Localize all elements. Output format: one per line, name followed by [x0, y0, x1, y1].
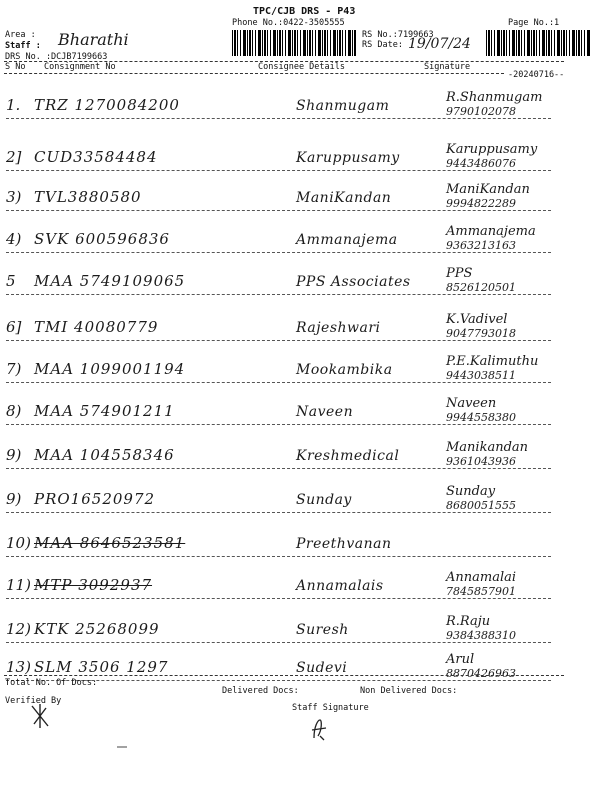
receiver-phone: 9384388310	[446, 629, 516, 642]
consignee-name: Annamalais	[296, 578, 384, 594]
staff-name-handwritten: Bharathi	[58, 30, 129, 49]
delivery-row	[6, 224, 596, 260]
receiver-phone: 9047793018	[446, 327, 516, 340]
signature-scrawl: Naveen	[446, 396, 497, 411]
signature-scrawl: ManiKandan	[446, 182, 530, 197]
phone-number: Phone No.:0422-3505555	[232, 18, 345, 28]
delivery-row	[6, 614, 596, 650]
consignee-name: Kreshmedical	[296, 448, 400, 464]
row-number: 4)	[6, 230, 22, 248]
row-number: 9)	[6, 446, 22, 464]
row-number: 3)	[6, 188, 22, 206]
row-underline	[6, 252, 551, 253]
row-underline	[6, 294, 551, 295]
consignee-name: ManiKandan	[296, 190, 392, 206]
receiver-phone: 9790102078	[446, 105, 516, 118]
rs-date-label: RS Date:	[362, 40, 403, 50]
delivery-row	[6, 570, 596, 606]
verifier-signature-mark	[28, 702, 52, 730]
non-delivered-docs-label: Non Delivered Docs:	[360, 686, 458, 696]
consignment-number: MAA 104558346	[34, 446, 175, 464]
consignee-name: Suresh	[296, 622, 349, 638]
row-number: 9)	[6, 490, 22, 508]
delivery-row	[6, 90, 596, 126]
staff-signature-mark	[308, 716, 330, 742]
total-docs-label: Total No. Of Docs:	[5, 678, 98, 688]
rs-date-handwritten: 19/07/24	[408, 36, 471, 52]
signature-scrawl: K.Vadivel	[446, 312, 508, 327]
signature-scrawl: Annamalai	[446, 570, 517, 585]
stray-mark	[116, 744, 128, 750]
signature-scrawl: R.Raju	[446, 614, 491, 629]
delivery-row	[6, 142, 596, 178]
receiver-phone: 9361043936	[446, 455, 516, 468]
signature-scrawl: Karuppusamy	[446, 142, 538, 157]
staff-label: Staff :	[5, 41, 41, 51]
receiver-phone: 9363213163	[446, 239, 516, 252]
consignee-name: PPS Associates	[296, 274, 411, 290]
col-consignment: Consignment No	[44, 62, 116, 72]
row-underline	[6, 118, 551, 119]
col-sno: S No	[5, 62, 26, 72]
verified-by-label: Verified By	[5, 696, 62, 706]
consignee-name: Sunday	[296, 492, 352, 508]
receiver-phone: 8870426963	[446, 667, 516, 680]
row-number: 12)	[6, 620, 31, 638]
col-consignee: Consignee Details	[258, 62, 345, 72]
consignment-number: PRO16520972	[34, 490, 156, 508]
receiver-signature	[446, 484, 596, 512]
page-number: Page No.:1	[508, 18, 560, 28]
consignment-number: MTP 3092937	[34, 576, 153, 594]
drs-number: DRS No. :DCJB7199663	[5, 52, 108, 62]
signature-scrawl: Sunday	[446, 484, 496, 499]
consignee-name: Preethvanan	[296, 536, 392, 552]
row-underline	[6, 340, 551, 341]
row-number: 6]	[6, 318, 22, 336]
row-underline	[6, 170, 551, 171]
row-number: 8)	[6, 402, 22, 420]
delivery-row	[6, 354, 596, 390]
barcode-left	[232, 30, 356, 56]
row-underline	[6, 556, 551, 557]
receiver-phone: 9994822289	[446, 197, 516, 210]
signature-scrawl: Ammanajema	[446, 224, 536, 239]
delivery-row	[6, 396, 596, 432]
delivered-docs-label: Delivered Docs:	[222, 686, 299, 696]
footer-divider	[4, 675, 564, 676]
receiver-signature	[446, 224, 596, 252]
signature-scrawl: Manikandan	[446, 440, 529, 455]
consignment-number: TMI 40080779	[34, 318, 159, 336]
consignee-name: Shanmugam	[296, 98, 390, 114]
row-number: 1.	[6, 96, 21, 114]
receiver-signature	[446, 312, 596, 340]
consignment-number: KTK 25268099	[34, 620, 160, 638]
row-underline	[6, 642, 551, 643]
row-underline	[6, 382, 551, 383]
row-number: 2]	[6, 148, 22, 166]
staff-signature-label: Staff Signature	[292, 703, 369, 713]
signature-scrawl: Arul	[446, 652, 475, 667]
consignment-number: CUD33584484	[34, 148, 158, 166]
consignee-name: Karuppusamy	[296, 150, 400, 166]
row-underline	[6, 512, 551, 513]
receiver-phone: 9443038511	[446, 369, 516, 382]
consignment-number: MAA 1099001194	[34, 360, 186, 378]
consignee-name: Ammanajema	[296, 232, 398, 248]
receiver-phone: 9443486076	[446, 157, 516, 170]
consignment-number: MAA 574901211	[34, 402, 175, 420]
consignment-number: SVK 600596836	[34, 230, 170, 248]
col-signature: Signature	[424, 62, 471, 72]
consignment-number: TRZ 1270084200	[34, 96, 180, 114]
receiver-signature	[446, 142, 596, 170]
receiver-phone: 9944558380	[446, 411, 516, 424]
delivery-row	[6, 182, 596, 218]
consignment-number: SLM 3506 1297	[34, 658, 169, 676]
receiver-phone: 8526120501	[446, 281, 516, 294]
delivery-row	[6, 534, 596, 564]
consignee-name: Rajeshwari	[296, 320, 381, 336]
receiver-phone: 7845857901	[446, 585, 516, 598]
row-underline	[6, 468, 551, 469]
columns-divider	[4, 73, 504, 74]
row-underline	[6, 598, 551, 599]
row-number: 10)	[6, 534, 31, 552]
rs-number: RS No.:7199663	[362, 30, 434, 40]
row-number: 7)	[6, 360, 22, 378]
receiver-signature	[446, 614, 596, 642]
receiver-signature	[446, 354, 596, 382]
row-underline	[6, 424, 551, 425]
consignee-name: Naveen	[296, 404, 354, 420]
print-date-stamp: -20240716--	[508, 70, 565, 80]
signature-scrawl: PPS	[446, 266, 473, 281]
delivery-row	[6, 266, 596, 302]
consignment-number: TVL3880580	[34, 188, 142, 206]
receiver-signature	[446, 266, 596, 294]
row-number: 13)	[6, 658, 31, 676]
delivery-row	[6, 484, 596, 520]
barcode-right	[486, 30, 590, 56]
receiver-phone: 8680051555	[446, 499, 516, 512]
receiver-signature	[446, 396, 596, 424]
signature-scrawl: R.Shanmugam	[446, 90, 543, 105]
row-number: 11)	[6, 576, 31, 594]
receiver-signature	[446, 440, 596, 468]
receiver-signature	[446, 90, 596, 118]
consignee-name: Sudevi	[296, 660, 348, 676]
signature-scrawl: P.E.Kalimuthu	[446, 354, 539, 369]
area-label: Area :	[5, 30, 36, 40]
document-title: TPC/CJB DRS - P43	[253, 6, 356, 17]
consignment-number: MAA 5749109065	[34, 272, 186, 290]
consignment-number: MAA 8646523581	[34, 534, 186, 552]
receiver-signature	[446, 570, 596, 598]
receiver-signature	[446, 182, 596, 210]
consignee-name: Mookambika	[296, 362, 393, 378]
row-underline	[6, 210, 551, 211]
delivery-row	[6, 312, 596, 348]
row-number: 5	[6, 272, 16, 290]
delivery-row	[6, 440, 596, 476]
